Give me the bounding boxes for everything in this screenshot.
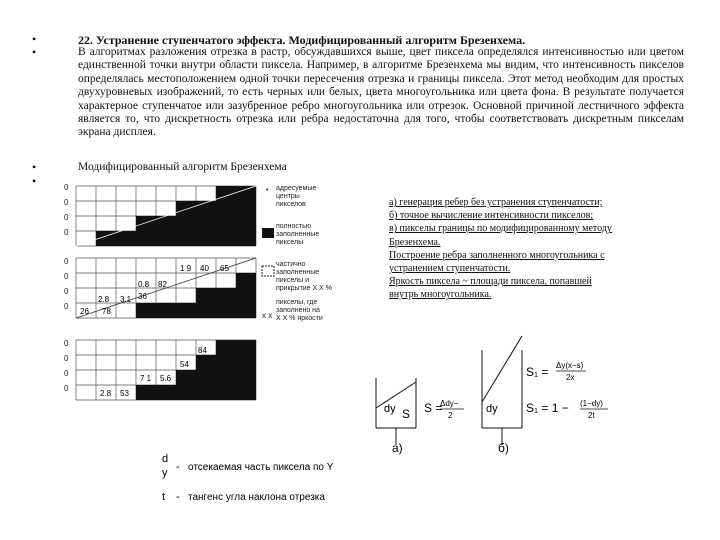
svg-text:0: 0: [64, 302, 69, 311]
svg-text:0: 0: [64, 198, 69, 207]
note-dy-dash: -: [176, 461, 180, 473]
caption-line: б) точное вычисление интенсивности пикселов;: [389, 210, 594, 222]
svg-text:0: 0: [64, 369, 69, 378]
svg-text:пикселы, где: пикселы, где: [276, 299, 318, 306]
svg-text:0: 0: [64, 213, 69, 222]
diagram-b-s1-eq: S₁ = 1 −: [526, 401, 569, 415]
grid-c-value: 53: [120, 389, 129, 398]
pixel-grid-figure: [62, 180, 362, 420]
svg-text:центры: центры: [276, 193, 300, 200]
section-subtitle: Модифицированный алгоритм Брезенхема: [78, 161, 287, 173]
svg-text:0: 0: [64, 354, 69, 363]
diagram-a-den: 2: [448, 411, 453, 420]
grid-c: [76, 340, 256, 400]
bullet-4: •: [32, 174, 37, 188]
grid-a: [76, 186, 256, 246]
svg-text:0: 0: [64, 228, 69, 237]
note-t-symbol: t: [162, 491, 166, 503]
svg-text:прикрытие X X %: прикрытие X X %: [276, 285, 332, 292]
diagram-b-label: б): [498, 441, 509, 455]
grid-b: [76, 258, 256, 318]
legend-filled-icon: [262, 228, 274, 238]
caption-line: Брезенхема.: [389, 236, 441, 248]
grid-c-value: 2.8: [100, 389, 112, 398]
grid-b-value: 82: [158, 280, 167, 289]
formula-notes: [158, 450, 398, 510]
grid-b-value: 1 9: [180, 264, 192, 273]
axis-zero-labels: [64, 183, 69, 393]
diagram-b-top-den: 2x: [566, 373, 575, 382]
svg-text:адресуемые: адресуемые: [276, 185, 317, 192]
grid-c-value: 7 1: [140, 374, 152, 383]
grid-c-value: 84: [198, 346, 207, 355]
svg-text:0: 0: [64, 384, 69, 393]
svg-text:полностью: полностью: [276, 223, 311, 230]
bullet-1: •: [32, 32, 37, 46]
figure-captions: [389, 196, 664, 302]
grid-b-value: 3.1: [120, 295, 132, 304]
legend-partial-icon: [262, 266, 274, 276]
svg-text:0: 0: [64, 287, 69, 296]
svg-text:частично: частично: [276, 261, 306, 268]
grid-b-value: 65: [220, 264, 229, 273]
note-t-text: тангенс угла наклона отрезка: [188, 492, 325, 503]
svg-text:0: 0: [64, 257, 69, 266]
grid-b-value: 40: [200, 264, 209, 273]
diagram-b-top-num: Δy(x−s): [556, 361, 584, 370]
body-paragraph: В алгоритмах разложения отрезка в растр, обсуждавшихся выше, цвет пиксела определялся интенсивностью или цветом единственной точки внутри области пиксела. Например, в алгоритме Брезенхема мы видим, что интенсивность пикселов определялась местоположением одной точки пересечения отрезка и границы пиксела. Этот метод необходим для простых двухуровневых изображений, то есть черных или белых, цвета многоугольника или цвета фона. В результате получается характерное ступенчатое или зазубренное ребро многоугольника или отрезок. Основной причиной лестничного эффекта является то, что дискретность отрезка или ребра недостаточна для того, чтобы соответствовать дискретным пикселам экрана дисплея.: [78, 46, 684, 139]
svg-text:заполненные: заполненные: [276, 269, 320, 276]
note-dy-symbol-d: d: [162, 453, 169, 465]
caption-line: в) пикселы границы по модифицированному методу: [389, 223, 612, 235]
grid-b-value: 26: [80, 307, 89, 316]
bullet-3: •: [32, 160, 37, 174]
caption-line: устранением ступенчатости.: [389, 263, 511, 275]
caption-line: Яркость пиксела ~ площади пиксела, попавшей: [389, 276, 592, 288]
grid-b-value: 78: [102, 307, 111, 316]
bullet-2: •: [32, 45, 37, 59]
diagram-a-num: Δdy−: [440, 399, 459, 408]
legend-dot-icon: •: [266, 187, 269, 194]
legend-xx-icon: x x: [262, 311, 273, 320]
grid-b-value: 36: [138, 292, 147, 301]
caption-line: Построение ребра заполненного многоугольника с: [389, 249, 605, 261]
grid-c-value: 5.6: [160, 374, 172, 383]
svg-text:заполнено на: заполнено на: [276, 307, 320, 314]
svg-text:пикселов: пикселов: [276, 201, 306, 208]
area-diagrams: [372, 330, 702, 455]
note-dy-symbol-y: y: [162, 467, 168, 479]
svg-text:заполненные: заполненные: [276, 231, 320, 238]
diagram-a-dy-label: dy: [384, 403, 396, 415]
svg-text:пикселы и: пикселы и: [276, 277, 309, 284]
svg-text:X X % яркости: X X % яркости: [276, 315, 323, 322]
svg-text:0: 0: [64, 339, 69, 348]
svg-text:0: 0: [64, 272, 69, 281]
diagram-a-label: а): [392, 441, 403, 455]
diagram-b-dy-label: dy: [486, 403, 498, 415]
note-dy-text: отсекаемая часть пиксела по Y: [188, 462, 334, 473]
grid-legend: [262, 185, 332, 322]
svg-text:пикселы: пикселы: [276, 239, 304, 246]
svg-text:0: 0: [64, 183, 69, 192]
caption-line: а) генерация ребер без устранения ступенчатости;: [389, 197, 603, 208]
diagram-a-s-label: S: [402, 407, 411, 421]
diagram-b-s1-top: S₁ =: [526, 365, 549, 379]
diagram-a-s-eq: S =: [424, 401, 443, 415]
diagram-b-num: (1−dy): [580, 399, 603, 408]
grid-c-value: 54: [180, 360, 189, 369]
diagram-b: [482, 336, 522, 445]
grid-b-value: 0.8: [138, 280, 150, 289]
caption-line: внутрь многоугольника.: [389, 289, 492, 301]
diagram-b-den: 2t: [588, 411, 595, 420]
slide-title: 22. Устранение ступенчатого эффекта. Модифицированный алгоритм Брезенхема.: [78, 33, 526, 47]
grid-b-value: 2.8: [98, 295, 110, 304]
note-t-dash: -: [176, 491, 180, 503]
